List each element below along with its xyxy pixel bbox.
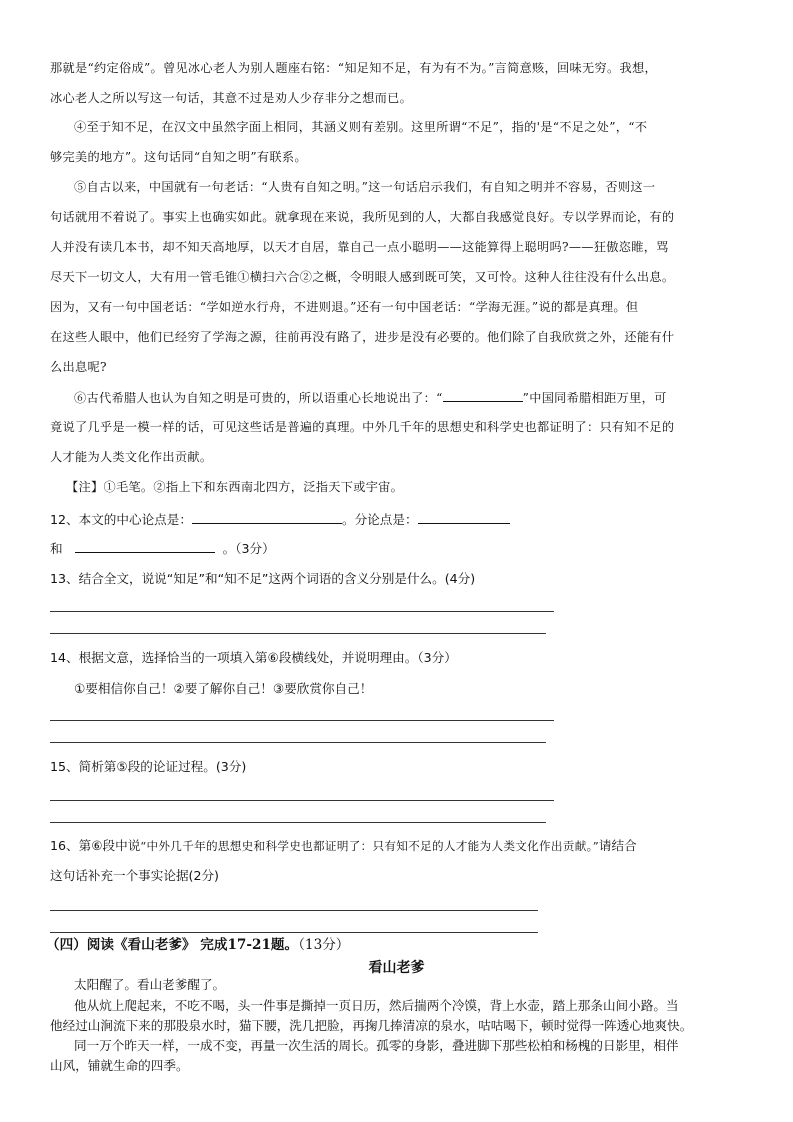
footnote: 【注】①毛笔。②指上下和东西南北四方，泛指天下或宇宙。	[66, 480, 404, 494]
answer-line[interactable]	[50, 932, 538, 933]
question-16-prefix: 16、第⑥段中说	[50, 838, 141, 853]
question-13: 13、结合全文，说说“知足”和“知不足”这两个词语的含义分别是什么。(4分)	[50, 571, 476, 586]
question-14-options: ①要相信你自己！②要了解你自己！③要欣赏你自己！	[74, 681, 373, 696]
section-4-score: （13分）	[298, 937, 350, 953]
passage-line: 冰心老人之所以写这一句话，其意不过是劝人少存非分之想而已。	[50, 91, 413, 105]
passage-line: 竟说了几乎是一模一样的话，可见这些话是普遍的真理。中外几千年的思想史和科学史也都证明了：只有知不足的	[50, 420, 675, 434]
passage-line: 在这些人眼中，他们已经穷了学海之源，往前再没有路了，进步是没有必要的。他们除了自我欣赏之外，还能有什	[50, 330, 675, 344]
passage-line: 人才能为人类文化作出贡献。	[50, 450, 213, 464]
section-4-heading	[46, 935, 763, 955]
passage-line: 因为，又有一句中国老话：“学如逆水行舟，不进则退。”还有一句中国老话：“学海无涯。”说的都是真理。但	[50, 300, 639, 314]
paragraph-4: ④至于知不足，在汉文中虽然字面上相同，其涵义则有差别。这里所谓“不足”，指的'是“不足之处”，“不	[74, 120, 648, 134]
question-16-cont: 这句话补充一个事实论据(2分)	[50, 868, 219, 883]
passage-line: 句话就用不着说了。事实上也确实如此。就拿现在来说，我所见到的人，大都自我感觉良好。专以学界而论，有的	[50, 210, 675, 224]
answer-line[interactable]	[50, 611, 554, 612]
question-12-cont	[50, 538, 763, 558]
question-15: 15、简析第⑤段的论证过程。(3分)	[50, 759, 247, 774]
article-paragraph-2: 他从炕上爬起来，不吃不喝，头一件事是撕掉一页日历，然后揣两个冷馍，背上水壶，踏上那条山间小路。当	[74, 998, 679, 1013]
answer-line[interactable]	[50, 720, 554, 721]
question-12	[50, 509, 763, 529]
question-12-label: 12、本文的中心论点是：	[50, 512, 192, 527]
central-argument-blank[interactable]	[192, 509, 342, 524]
question-16	[50, 836, 763, 856]
answer-line[interactable]	[50, 910, 538, 911]
section-4-title: （四）阅读《看山老爹》 完成17-21题。	[46, 937, 299, 953]
sub-argument-blank-2[interactable]	[75, 538, 215, 553]
passage-line: 么出息呢?	[50, 360, 107, 374]
answer-line[interactable]	[50, 822, 546, 823]
answer-line[interactable]	[50, 633, 546, 634]
question-14: 14、根据文意，选择恰当的一项填入第⑥段横线处，并说明理由。（3分）	[50, 650, 457, 665]
paragraph-5: ⑤自古以来，中国就有一句老话：“人贵有自知之明。”这一句话启示我们，有自知之明并不容易，否则这一	[74, 180, 656, 194]
paragraph-6	[74, 387, 763, 407]
article-paragraph-1: 太阳醒了。看山老爹醒了。	[74, 977, 226, 992]
passage-line: 人并没有读几本书，却不知天高地厚，以天才自居，靠自己一点小聪明——这能算得上聪明吗?——狂傲恣睢，骂	[50, 240, 669, 254]
article-paragraph-3: 同一万个昨天一样，一成不变，再量一次生活的周长。孤零的身影，叠进脚下那些松柏和杨槐的日影里，相伴	[74, 1038, 679, 1053]
question-16-suffix: 请结合	[598, 838, 637, 853]
paragraph-6-text-end: ”中国同希腊相距万里，可	[522, 391, 667, 405]
article-line: 山风，铺就生命的四季。	[50, 1058, 189, 1073]
question-16-quote: “中外几千年的思想史和科学史也都证明了：只有知不足的人才能为人类文化作出贡献。”	[140, 839, 599, 853]
paragraph-6-blank[interactable]	[443, 387, 523, 402]
passage-line: 尽天下一切文人，大有用一管毛锥①横扫六合②之概，令明眼人感到既可笑，又可怜。这种人往往没有什么出息。	[50, 270, 675, 284]
question-12-sub-label: 。分论点是：	[341, 512, 418, 527]
answer-line[interactable]	[50, 742, 546, 743]
question-12-score: 。（3分）	[222, 541, 275, 556]
sub-argument-blank-1[interactable]	[418, 509, 510, 524]
passage-line: 够完美的地方”。这句话同“自知之明”有联系。	[50, 150, 307, 164]
passage-line: 那就是“约定俗成”。曾见冰心老人为别人题座右铭：“知足知不足，有为有不为。”言简意赅，回味无穷。我想，	[50, 61, 657, 75]
article-line: 他经过山涧流下来的那股泉水时，猫下腰，洗几把脸，再掬几捧清凉的泉水，咕咕喝下，顿时觉得一阵透心地爽快。	[50, 1018, 693, 1033]
article-title: 看山老爹	[368, 960, 425, 976]
paragraph-6-text-start: ⑥古代希腊人也认为自知之明是可贵的，所以语重心长地说出了：“	[74, 391, 443, 405]
question-12-and: 和	[50, 541, 63, 556]
answer-line[interactable]	[50, 800, 554, 801]
